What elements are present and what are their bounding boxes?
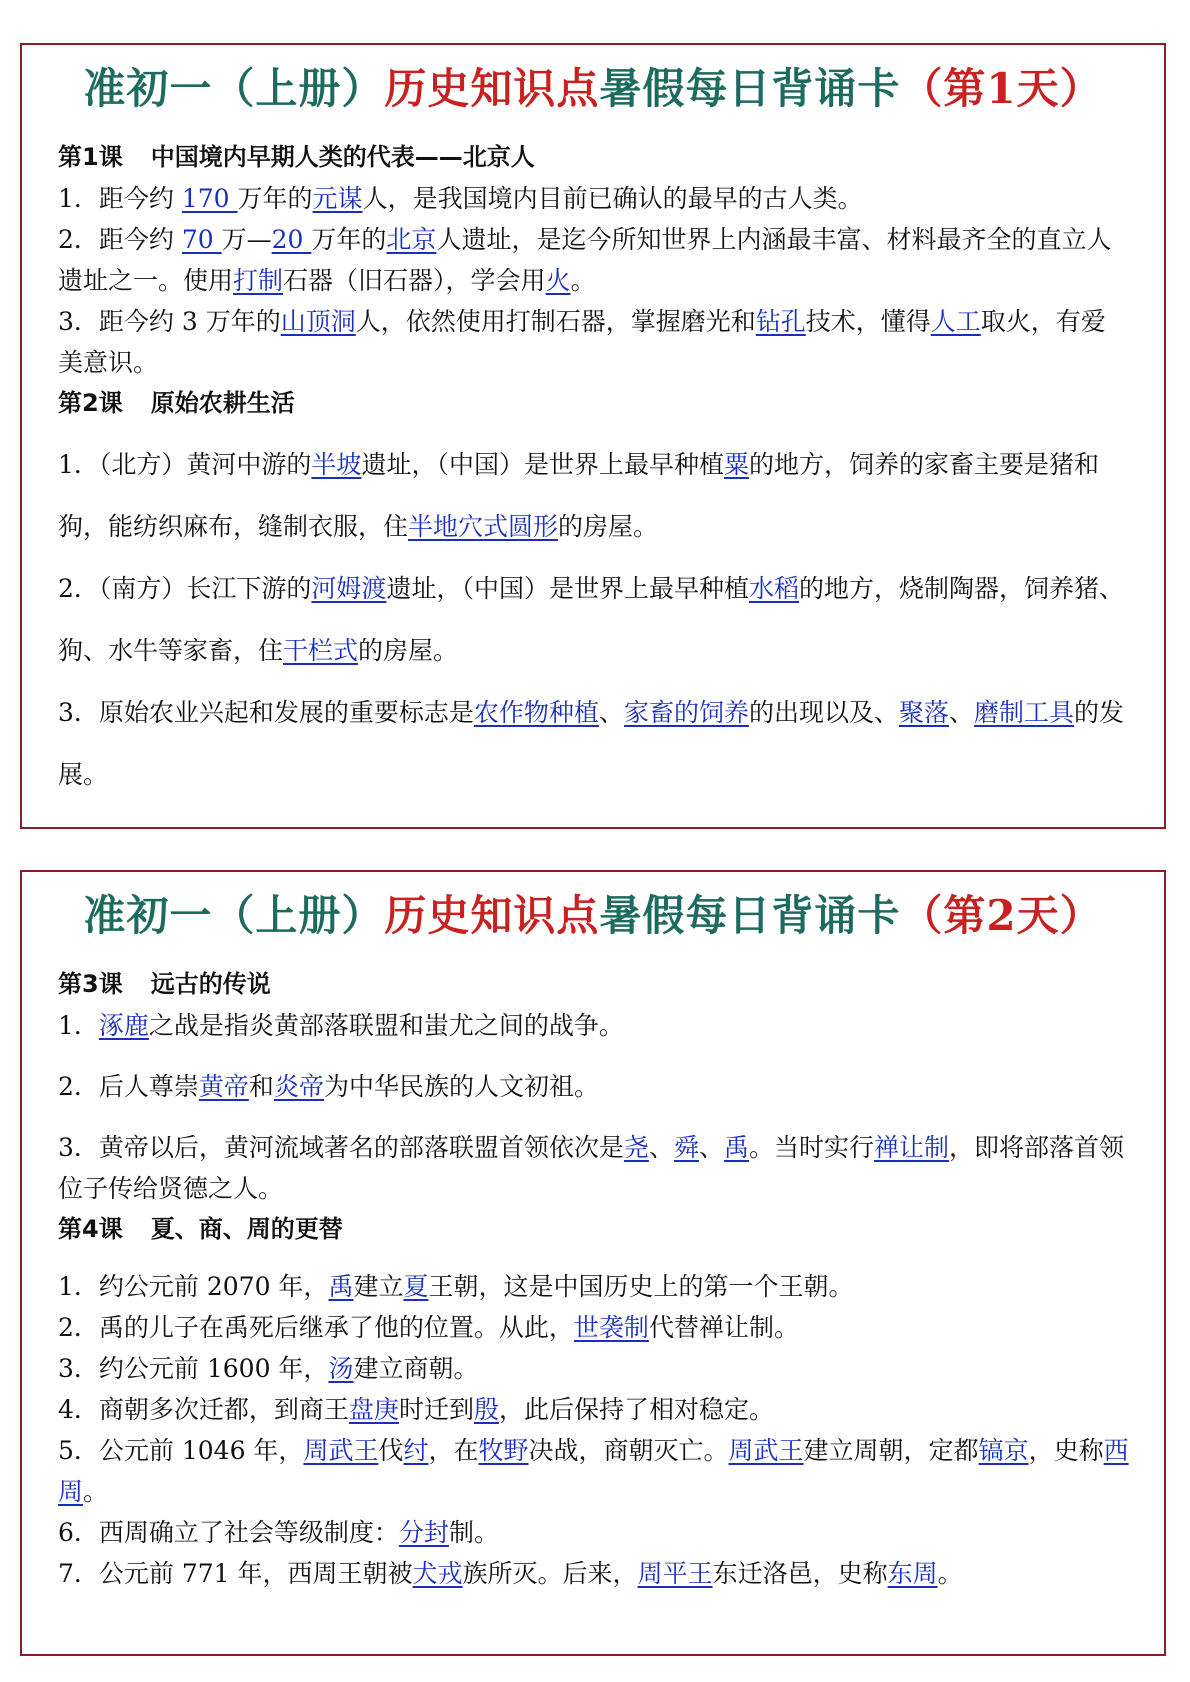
keyword: 家畜的饲养 <box>623 698 749 727</box>
keyword: 磨制工具 <box>974 698 1075 727</box>
card-body <box>22 964 1164 1594</box>
recitation-card-day2 <box>20 870 1166 1656</box>
keyword: 半坡 <box>311 450 362 479</box>
knowledge-item: 3．约公元前 1600 年，汤建立商朝。 <box>58 1354 479 1383</box>
keyword: 黄帝 <box>198 1072 249 1101</box>
knowledge-item: 6．西周确立了社会等级制度：分封制。 <box>58 1518 499 1547</box>
lesson-heading <box>58 137 1130 178</box>
title-part: 历史知识点 <box>384 64 600 113</box>
card-title <box>22 890 1164 942</box>
keyword: 涿鹿 <box>98 1011 149 1040</box>
lesson-number: 第2课 <box>58 389 123 417</box>
keyword: 周武王 <box>303 1436 379 1465</box>
knowledge-item: 1．约公元前 2070 年，禹建立夏王朝，这是中国历史上的第一个王朝。 <box>58 1272 854 1301</box>
lesson-name: 原始农耕生活 <box>150 389 295 417</box>
title-part: 准初一（上册） <box>83 891 385 940</box>
lesson-heading <box>58 1209 1130 1250</box>
lesson-name: 远古的传说 <box>150 970 271 998</box>
keyword: 犬戎 <box>412 1559 463 1588</box>
lesson-number: 第1课 <box>58 143 123 171</box>
keyword: 夏 <box>403 1272 429 1301</box>
keyword: 东周 <box>887 1559 938 1588</box>
knowledge-item: 1．（北方）黄河中游的半坡遗址，（中国）是世界上最早种植粟的地方，饲养的家畜主要是猪和狗，能纺织麻布，缝制衣服，住半地穴式圆形的房屋。 <box>58 450 1099 541</box>
keyword: 禅让制 <box>874 1133 950 1162</box>
knowledge-item: 2．后人尊崇黄帝和炎帝为中华民族的人文初祖。 <box>58 1072 599 1101</box>
keyword: 纣 <box>403 1436 429 1465</box>
knowledge-item: 2．距今约 70 万—20 万年的北京人遗址，是迄今所知世界上内涵最丰富、材料最齐全的直立人遗址之一。使用打制石器（旧石器），学会用火。 <box>58 225 1112 295</box>
keyword: 镐京 <box>978 1436 1029 1465</box>
keyword: 周武王 <box>728 1436 804 1465</box>
keyword: 分封 <box>398 1518 449 1547</box>
lesson-heading <box>58 383 1130 424</box>
knowledge-item: 7．公元前 771 年，西周王朝被犬戎族所灭。后来，周平王东迁洛邑，史称东周。 <box>58 1559 963 1588</box>
keyword: 河姆渡 <box>311 574 387 603</box>
keyword: 山顶洞 <box>280 307 356 336</box>
title-part: 暑假每日背诵卡 <box>599 64 901 113</box>
keyword: 盘庚 <box>348 1395 399 1424</box>
keyword: 干栏式 <box>283 636 359 665</box>
keyword: 禹 <box>328 1272 354 1301</box>
keyword: 世袭制 <box>573 1313 649 1342</box>
lesson-number: 第3课 <box>58 970 123 998</box>
title-part: 历史知识点 <box>384 891 600 940</box>
lesson-name: 中国境内早期人类的代表——北京人 <box>150 143 535 171</box>
knowledge-item: 2．（南方）长江下游的河姆渡遗址，（中国）是世界上最早种植水稻的地方，烧制陶器，饲养猪、狗、水牛等家畜，住干栏式的房屋。 <box>58 574 1124 665</box>
title-part: 准初一（上册） <box>83 64 385 113</box>
keyword: 殷 <box>473 1395 499 1424</box>
lesson-heading <box>58 964 1130 1005</box>
keyword: 农作物种植 <box>473 698 599 727</box>
keyword: 北京 <box>386 225 437 254</box>
knowledge-item: 3．原始农业兴起和发展的重要标志是农作物种植、家畜的饲养的出现以及、聚落、磨制工具的发展。 <box>58 698 1125 789</box>
keyword: 禹 <box>723 1133 749 1162</box>
keyword: 170 <box>181 184 238 213</box>
knowledge-item: 4．商朝多次迁都，到商王盘庚时迁到殷，此后保持了相对稳定。 <box>58 1395 774 1424</box>
lesson-number: 第4课 <box>58 1215 123 1243</box>
keyword: 打制 <box>233 266 284 295</box>
keyword: 西周 <box>58 1436 1129 1506</box>
keyword: 火 <box>545 266 571 295</box>
card-title <box>22 63 1164 115</box>
title-part: （第2天） <box>900 891 1103 940</box>
keyword: 炎帝 <box>273 1072 324 1101</box>
title-part: （第1天） <box>900 64 1103 113</box>
keyword: 舜 <box>673 1133 699 1162</box>
keyword: 钻孔 <box>755 307 806 336</box>
knowledge-item: 5．公元前 1046 年，周武王伐纣，在牧野决战，商朝灭亡。周武王建立周朝，定都镐京，史称西周。 <box>58 1436 1129 1506</box>
keyword: 人工 <box>930 307 981 336</box>
keyword: 元谋 <box>312 184 363 213</box>
keyword: 汤 <box>328 1354 354 1383</box>
keyword: 聚落 <box>898 698 949 727</box>
knowledge-item: 2．禹的儿子在禹死后继承了他的位置。从此，世袭制代替禅让制。 <box>58 1313 799 1342</box>
keyword: 20 <box>271 225 312 254</box>
knowledge-item: 1．距今约 170 万年的元谋人，是我国境内目前已确认的最早的古人类。 <box>58 184 863 213</box>
keyword: 牧野 <box>478 1436 529 1465</box>
card-body <box>22 137 1164 806</box>
knowledge-item: 3．黄帝以后，黄河流域著名的部落联盟首领依次是尧、舜、禹。当时实行禅让制，即将部落首领位子传给贤德之人。 <box>58 1133 1125 1203</box>
keyword: 水稻 <box>748 574 799 603</box>
knowledge-item: 3．距今约 3 万年的山顶洞人，依然使用打制石器，掌握磨光和钻孔技术，懂得人工取火，有爱美意识。 <box>58 307 1106 377</box>
recitation-card-day1 <box>20 43 1166 829</box>
keyword: 尧 <box>623 1133 649 1162</box>
title-part: 暑假每日背诵卡 <box>599 891 901 940</box>
keyword: 粟 <box>723 450 749 479</box>
lesson-name: 夏、商、周的更替 <box>150 1215 343 1243</box>
knowledge-item: 1．涿鹿之战是指炎黄部落联盟和蚩尤之间的战争。 <box>58 1011 624 1040</box>
keyword: 70 <box>181 225 222 254</box>
keyword: 半地穴式圆形 <box>408 512 559 541</box>
keyword: 周平王 <box>637 1559 713 1588</box>
